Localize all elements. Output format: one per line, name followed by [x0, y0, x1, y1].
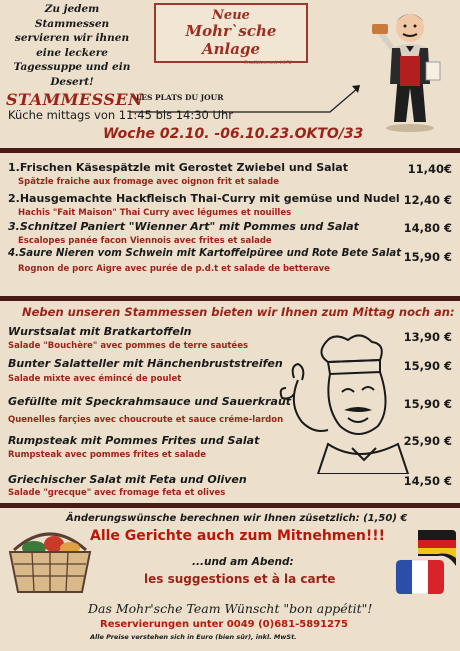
suggestions-label: les suggestions et à la carte — [144, 572, 336, 586]
divider-middle — [0, 296, 460, 301]
daily-dish-title: 4.Saure Nieren vom Schwein mit Kartoffelpüree und Rote Bete Salat — [8, 248, 402, 259]
daily-dish-title: 3.Schnitzel Paniert "Wienner Art" mit Pommes und Salat — [8, 220, 359, 233]
extra-dish-price: 14,50 € — [403, 474, 452, 488]
intro-text — [8, 2, 136, 89]
stammessen-heading: STAMMESSEN — [6, 90, 144, 109]
daily-dish-subtitle: Spätzle fraiche aux fromage avec oignon frit et salade — [18, 177, 279, 187]
week-label: Woche 02.10. -06.10.23.OKTO/33 — [103, 126, 364, 142]
intro-line: servieren wir ihnen — [14, 32, 130, 44]
divider-top — [0, 148, 460, 153]
plats-du-jour-label: LES PLATS DU JOUR — [136, 93, 224, 102]
divider-bottom — [0, 503, 460, 508]
intro-line: Zu jedem — [44, 3, 100, 15]
extra-dish-subtitle: Salade "grecque" avec fromage feta et olives — [8, 488, 226, 498]
extra-dish-price: 25,90 € — [403, 434, 452, 448]
extra-dish-subtitle: Quenelles farçies avec choucroute et sauce créme-lardon — [8, 415, 284, 425]
logo-line-2: Mohr`sche Anlage — [185, 22, 277, 58]
daily-dish-price: 11,40€ — [407, 162, 452, 176]
evening-label: ...und am Abend: — [192, 556, 294, 568]
extra-dish-subtitle: Salade mixte avec émincé de poulet — [8, 374, 182, 384]
waiter-illustration — [370, 4, 452, 132]
daily-dish-price: 15,90 € — [403, 250, 452, 264]
daily-dish-price: 14,80 € — [403, 221, 452, 235]
section-title: Neben unseren Stammessen bieten wir Ihnen zum Mittag noch an: — [22, 305, 455, 319]
arrow-line — [130, 82, 370, 122]
flag-icon — [394, 528, 456, 594]
kitchen-hours: Küche mittags von 11:45 bis 14:30 Uhr — [8, 108, 233, 122]
extra-dish-price: 13,90 € — [403, 330, 452, 344]
daily-dish-subtitle: Rognon de porc Aigre avec purée de p.d.t et salade de betterave — [18, 264, 330, 274]
daily-dish-title: 2.Hausgemachte Hackfleisch Thai-Curry mit gemüse und Nudel — [8, 192, 400, 205]
extra-dish-title: Griechischer Salat mit Feta und Oliven — [8, 473, 247, 486]
intro-line: Stammessen — [34, 17, 110, 30]
logo-line-1: Neue — [212, 8, 250, 23]
price-note: Alle Preise verstehen sich in Euro (bien sûr), inkl. MwSt. — [90, 633, 297, 641]
intro-line: eine leckere — [36, 46, 108, 59]
extra-dish-price: 15,90 € — [403, 359, 452, 373]
daily-dish-title: 1.Frischen Käsespätzle mit Gerostet Zwiebel und Salat — [8, 161, 348, 174]
daily-dish-subtitle: Hachis "Fait Maison" Thai Curry avec légumes et nouilles — [18, 208, 292, 218]
extra-dish-title: Rumpsteak mit Pommes Frites und Salat — [8, 434, 260, 447]
extra-dish-subtitle: Salade "Bouchère" avec pommes de terre sautées — [8, 341, 249, 351]
reservation-phone: Reservierungen unter 0049 (0)681-5891275 — [100, 619, 348, 630]
extra-dish-title: Bunter Salatteller mit Hänchenbruststreifen — [8, 357, 283, 370]
extra-dish-price: 15,90 € — [403, 397, 452, 411]
restaurant-logo — [154, 3, 308, 66]
extra-dish-subtitle: Rumpsteak avec pommes frites et salade — [8, 450, 206, 460]
intro-line: Tagessuppe und ein — [13, 61, 131, 73]
daily-dish-price: 12,40 € — [403, 193, 452, 207]
basket-illustration — [4, 518, 96, 596]
change-fee-note: Änderungswünsche berechnen wir Ihnen züsetzlich: (1,50) € — [66, 513, 408, 524]
logo-line-3: Tradition seit 1872 — [243, 60, 292, 66]
extra-dish-title: Gefüllte mit Speckrahmsauce und Sauerkraut — [8, 395, 292, 408]
team-wishes: Das Mohr'sche Team Wünscht "bon appétit"! — [88, 601, 373, 616]
daily-dish-subtitle: Escalopes panée facon Viennois avec frites et salade — [18, 236, 272, 246]
extra-dish-title: Wurstsalat mit Bratkartoffeln — [8, 325, 192, 338]
intro-line: Desert! — [50, 75, 94, 88]
takeaway-note: Alle Gerichte auch zum Mitnehmen!!! — [90, 528, 386, 544]
